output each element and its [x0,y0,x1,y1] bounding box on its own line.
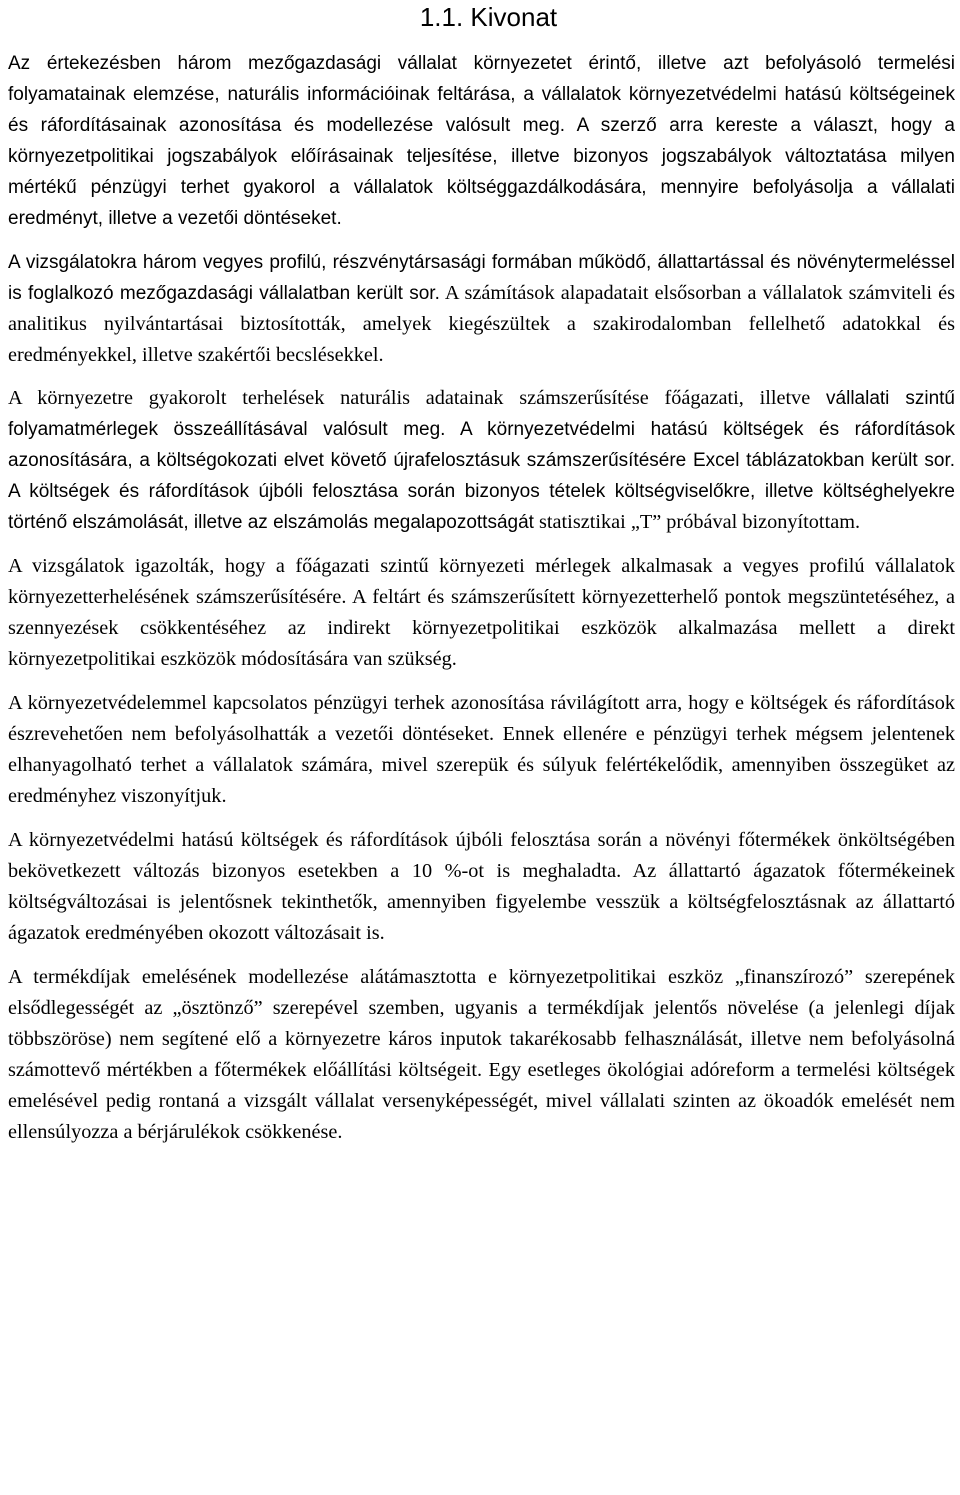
paragraph-5: A környezetvédelemmel kapcsolatos pénzügyi terhek azonosítása rávilágított arra, hogy e költségek és ráfordítások észrevehetően nem befolyásolhatták a vezetői döntéseket. Ennek ellenére e pénzügyi terhek mégsem jelentenek elhanyagolható terhet a vállalatok számára, mivel szerepük és súlyuk felértékelődik, amennyiben összegüket az eredményhez viszonyítjuk. [8,692,955,807]
paragraph-2-text-b: A számítások alapadatait elsősorban a vállalatok számviteli és analitikus nyilvántartásai biztosították, amelyek kiegészültek a szakirodalomban fellelhető adatokkal és eredményekkel, illetve szakértői becslésekkel. [8,282,956,366]
paragraph-1 [8,48,955,234]
paragraph-6: A környezetvédelmi hatású költségek és ráfordítások újbóli felosztása során a növényi főtermékek önköltségében bekövetkezett változás bizonyos esetekben a 10 %-ot is meghaladta. Az állattartó ágazatok főtermékeinek költségváltozásai is jelentősnek tekinthetők, amennyiben figyelembe vesszük a költségfelosztásnak az állattartó ágazatok eredményében okozott változásait is. [8,829,955,944]
paragraph-3 [8,383,955,538]
paragraph-3-text-b: vállalati szintű folyamatmérlegek összeállításával valósult meg. A környezetvédelmi hatású költségek és ráfordítások azonosítására, a költségokozati elvet követő újrafelosztásuk számszerűsítésére Excel táblázatokban került sor. A költségek és ráfordítások újbóli felosztása során bizonyos tételek költségviselőkre, illetve költséghelyekre történő elszámolását, illetve az elszámolás megalapozottságát [8,388,955,533]
paragraph-2 [8,247,955,371]
paragraph-3-text-c: statisztikai „T” próbával bizonyítottam. [533,511,861,533]
paragraph-1-text: Az értekezésben három mezőgazdasági vállalat környezetet érintő, illetve azt befolyásoló termelési folyamatainak elemzése, naturális információinak feltárása, a vállalatok környezetvédelmi hatású költségeinek és ráfordításainak azonosítása és modellezése valósult meg. A szerző arra kereste a választ, hogy a környezetpolitikai jogszabályok előírásainak teljesítése, illetve bizonyos jogszabályok változtatása milyen mértékű pénzügyi terhet gyakorol a vállalatok költséggazdálkodására, mennyire befolyásolja a vállalati eredményt, illetve a vezetői döntéseket. [8,53,955,229]
document-page [8,0,955,1148]
section-heading: 1.1. Kivonat [419,2,558,32]
paragraph-4: A vizsgálatok igazolták, hogy a főágazati szintű környezeti mérlegek alkalmasak a vegyes profilú vállalatok környezetterhelésének számszerűsítésére. A feltárt és számszerűsített környezetterhelő pontok megszüntetéséhez, a szennyezések csökkentéséhez az indirekt környezetpolitikai eszközök alkalmazása mellett a direkt környezetpolitikai eszközök módosítására van szükség. [8,555,955,670]
paragraph-7: A termékdíjak emelésének modellezése alátámasztotta e környezetpolitikai eszköz „finanszírozó” szerepének elsődlegességét az „ösztönző” szerepével szemben, ugyanis a termékdíjak jelentős növelése (a jelenlegi díjak többszöröse) nem segítené elő a környezetre káros inputok takarékosabb felhasználását, illetve nem befolyásolná számottevő mértékben a főtermékek előállítási költségeit. Egy esetleges ökológiai adóreform a termelési költségek emelésével pedig rontaná a vizsgált vállalat versenyképességét, mivel vállalati szinten az ökoadók emelését nem ellensúlyozza a bérjárulékok csökkenése. [8,966,955,1143]
paragraph-3-text-a: A környezetre gyakorolt terhelések naturális adatainak számszerűsítése főágazati, illetve [8,387,827,409]
paragraph-2-text-a: A vizsgálatokra három vegyes profilú, részvénytársasági formában működő, állattartással és növénytermeléssel is foglalkozó mezőgazdasági vállalatban került sor. [8,252,955,304]
